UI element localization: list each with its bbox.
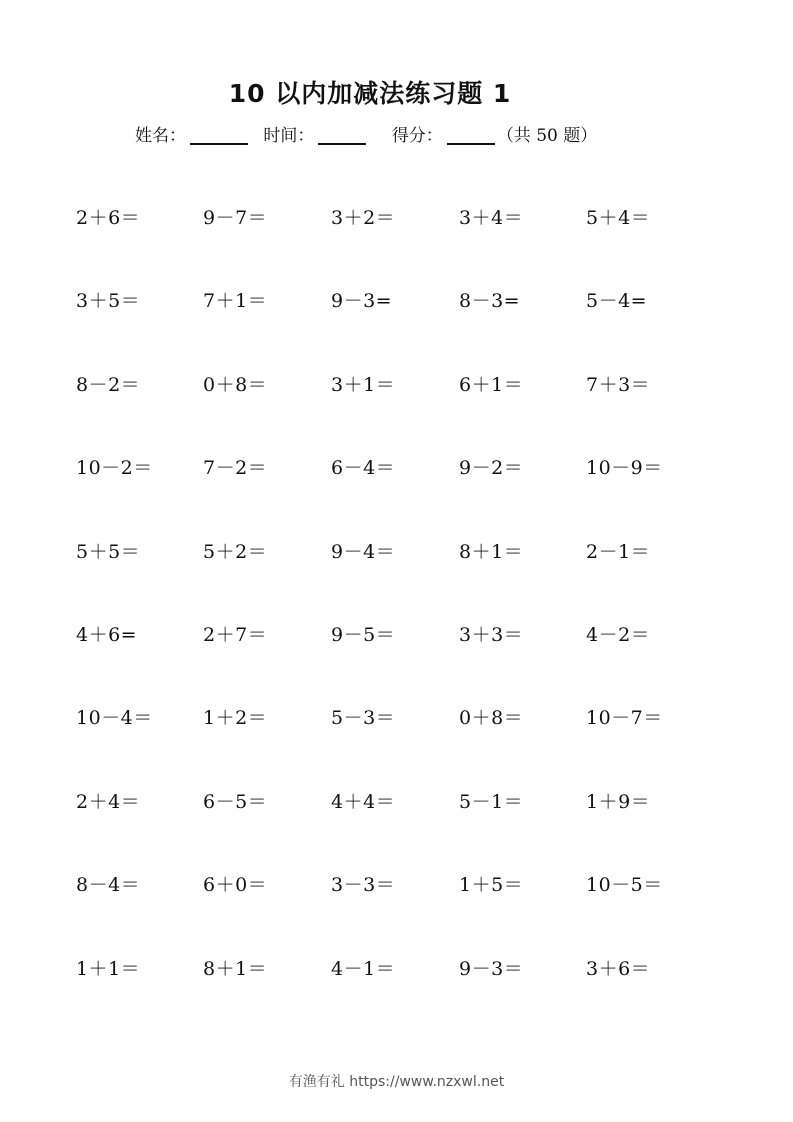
problem-item: 3＋1＝ (331, 373, 396, 396)
problem-item: 10－4＝ (76, 707, 153, 730)
problem-item: 7＋1＝ (203, 290, 268, 313)
problem-item: 5＋4＝ (586, 207, 651, 229)
problem-item: 2＋6＝ (76, 207, 141, 229)
problem-item: 1＋2＝ (203, 707, 268, 730)
score-label: 得分： (391, 126, 443, 146)
problem-item: 10－7＝ (586, 707, 663, 730)
problem-item: 9－3= (331, 290, 393, 313)
problem-item: 2＋7＝ (203, 623, 268, 646)
problem-item: 5＋5＝ (76, 540, 141, 563)
problem-item: 2－1＝ (586, 540, 651, 563)
problem-item: 4－1＝ (331, 957, 396, 980)
problem-item: 3＋4＝ (459, 207, 524, 229)
problem-item: 1＋1＝ (76, 957, 141, 980)
name-label: 姓名： (135, 126, 186, 146)
problem-item: 9－4＝ (331, 540, 396, 563)
problem-item: 1＋5＝ (459, 874, 524, 897)
problem-item: 2＋4＝ (76, 790, 141, 813)
problem-item: 4＋6= (76, 623, 138, 646)
score-blank (447, 126, 495, 145)
problem-item: 3＋2＝ (331, 207, 396, 229)
problem-item: 5－1＝ (459, 790, 524, 813)
page-title: 10 以内加减法练习题 1 (228, 79, 512, 108)
time-label: 时间： (263, 126, 315, 146)
problem-item: 4－2＝ (586, 623, 651, 646)
problem-item: 7＋3＝ (586, 373, 651, 396)
problem-item: 9－5＝ (331, 623, 396, 646)
problem-item: 0＋8＝ (459, 707, 524, 730)
problem-item: 0＋8＝ (203, 373, 268, 396)
problem-item: 6－4＝ (331, 457, 396, 480)
problem-item: 4＋4＝ (331, 790, 396, 813)
student-info-line (135, 121, 597, 146)
problem-item: 7－2＝ (203, 457, 268, 480)
total-count-note: （共 50 题） (496, 126, 598, 146)
problem-item: 10－9＝ (586, 457, 663, 480)
time-blank (318, 126, 366, 145)
name-blank (190, 126, 248, 145)
problem-item: 5＋2＝ (203, 540, 268, 563)
problem-item: 3＋3＝ (459, 623, 524, 646)
problem-item: 8－3= (459, 290, 521, 313)
problem-item: 3＋6＝ (586, 957, 651, 980)
problem-item: 9－3＝ (459, 957, 524, 980)
problem-item: 8＋1＝ (203, 957, 268, 980)
problem-item: 8－2＝ (76, 373, 141, 396)
problem-item: 5－4= (586, 290, 648, 313)
problem-item: 8－4＝ (76, 874, 141, 897)
problem-item: 1＋9＝ (586, 790, 651, 813)
problem-item: 8＋1＝ (459, 540, 524, 563)
problem-item: 6＋1＝ (459, 373, 524, 396)
problem-item: 5－3＝ (331, 707, 396, 730)
problem-item: 6－5＝ (203, 790, 268, 813)
problem-item: 3＋5＝ (76, 290, 141, 313)
problem-item: 9－7＝ (203, 207, 268, 229)
problem-item: 6＋0＝ (203, 874, 268, 897)
problem-item: 10－2＝ (76, 457, 153, 480)
footer-watermark: 有渔有礼 https://www.nzxwl.net (288, 1074, 505, 1090)
problem-item: 3－3＝ (331, 874, 396, 897)
problem-item: 9－2＝ (459, 457, 524, 480)
problem-item: 10－5＝ (586, 874, 663, 897)
